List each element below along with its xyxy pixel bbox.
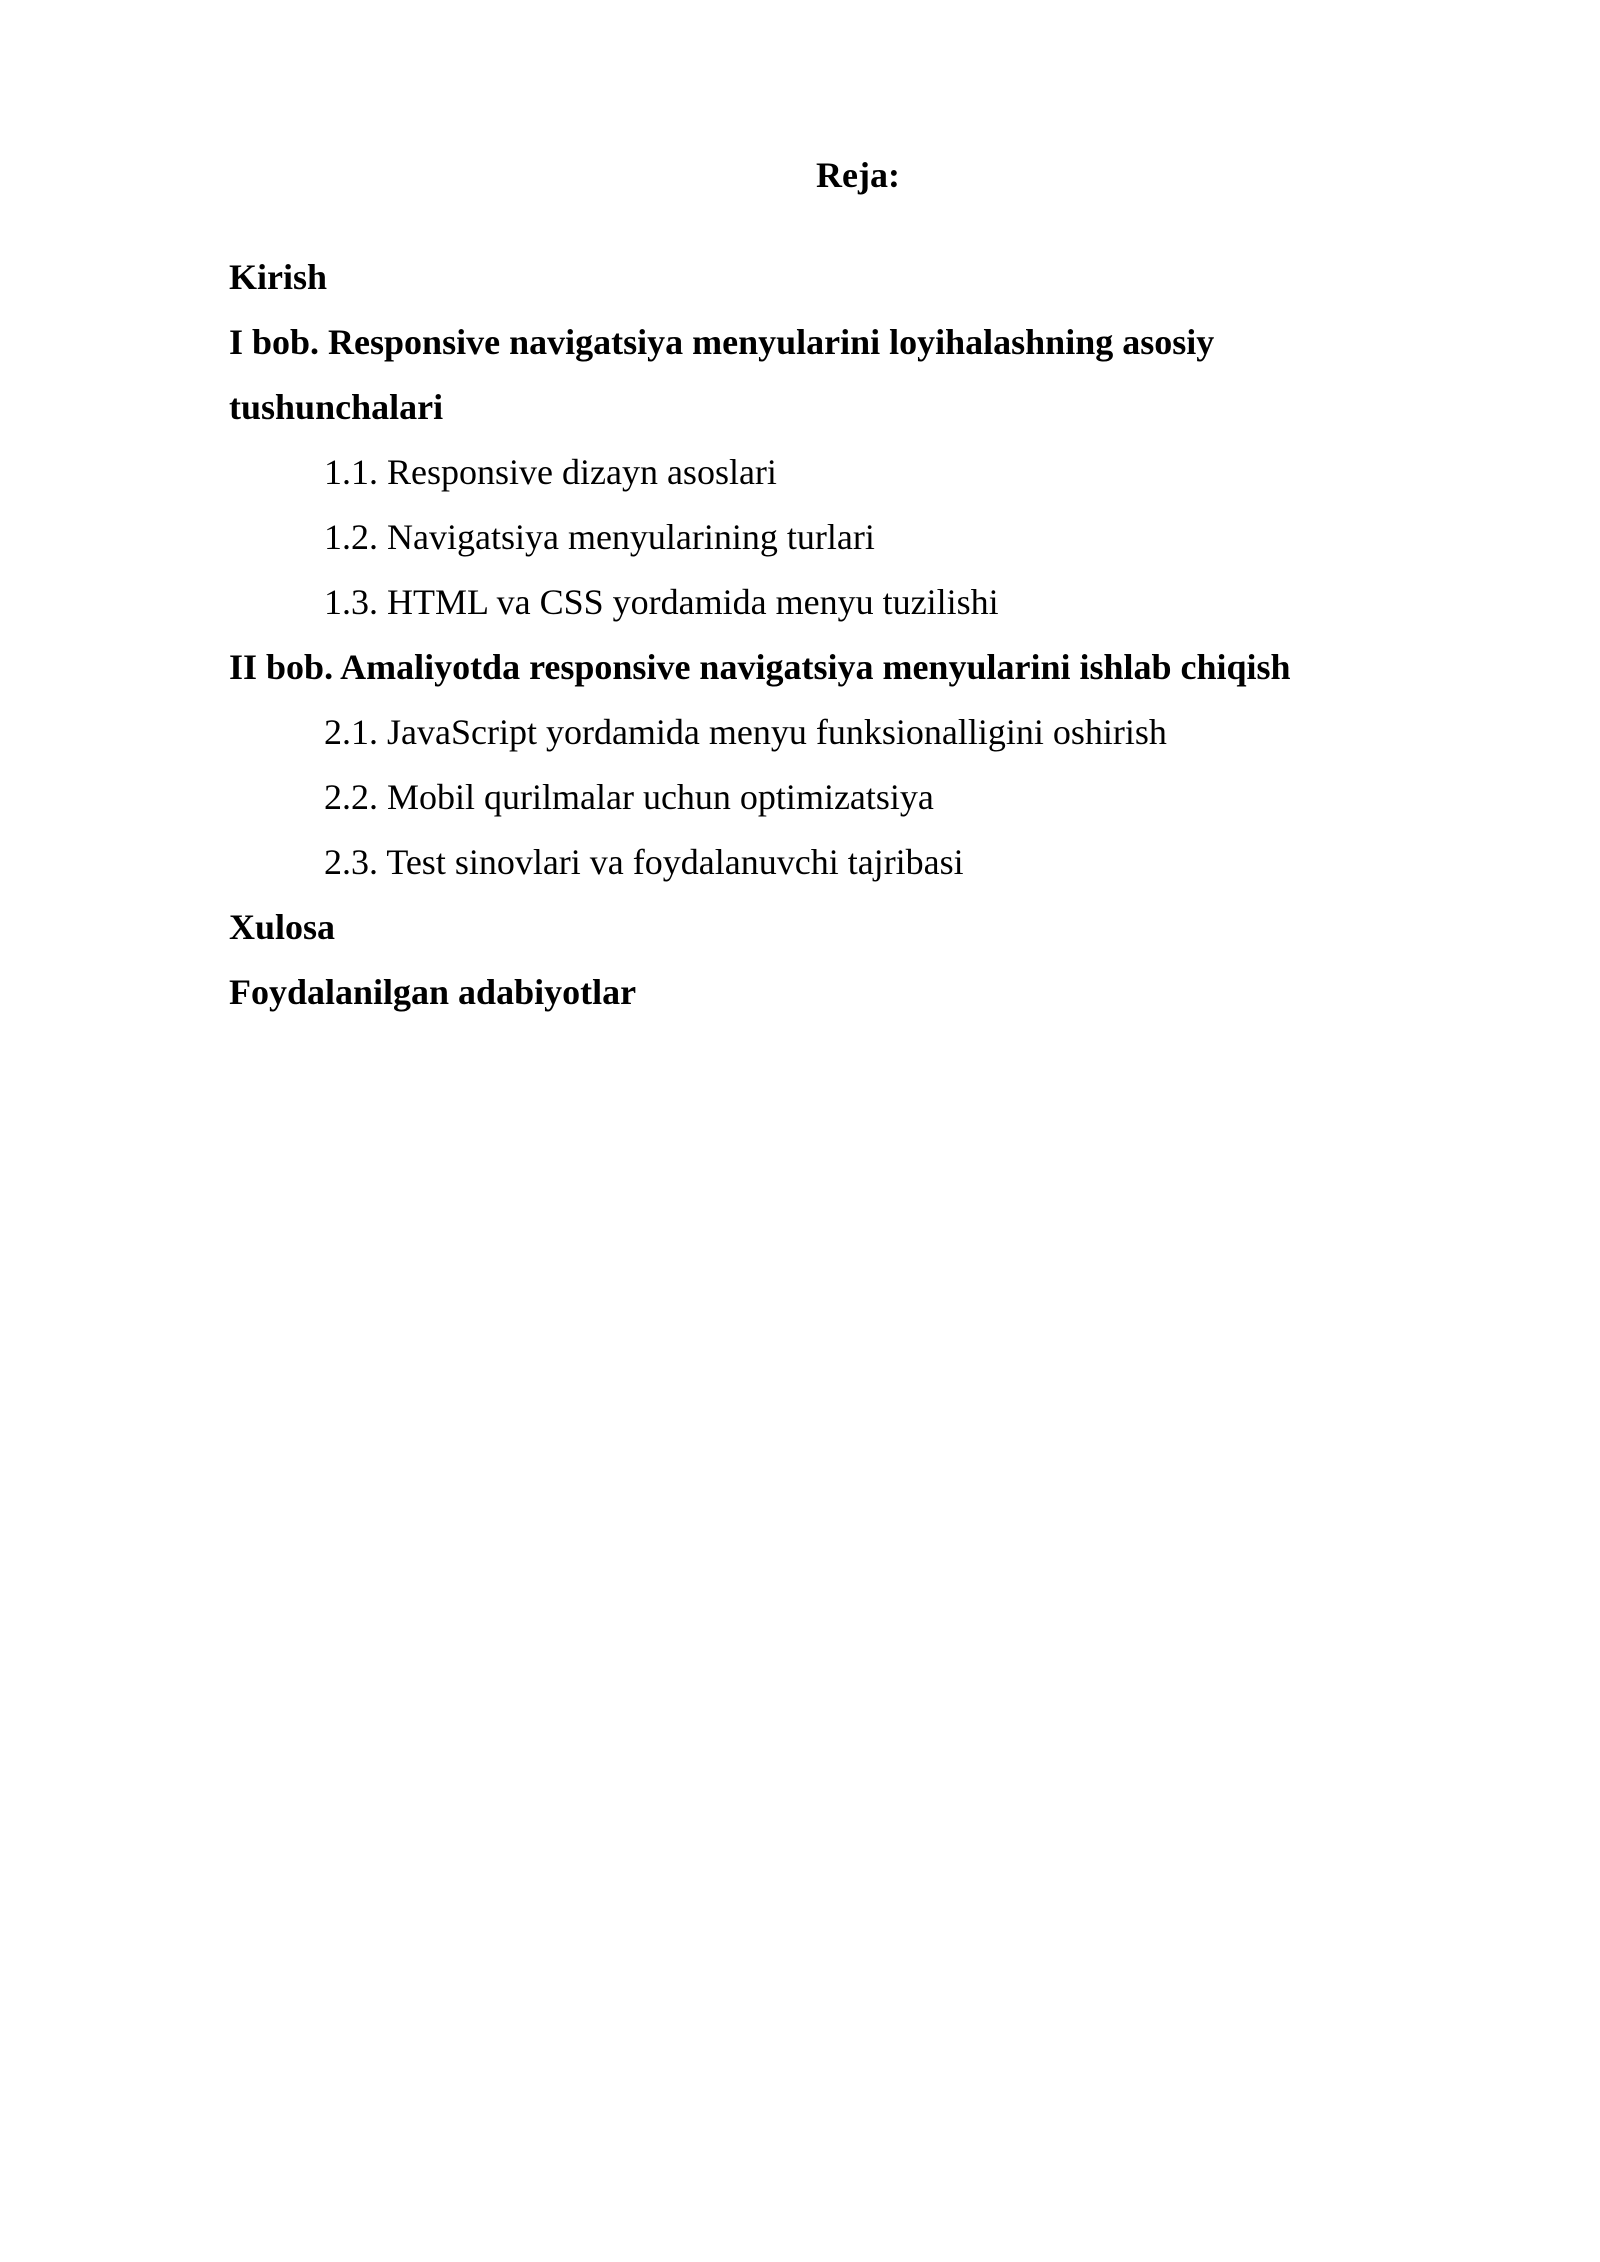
table-of-contents xyxy=(229,245,1379,1025)
toc-item-section-1-1: 1.1. Responsive dizayn asoslari xyxy=(324,452,777,492)
toc-item-section-2-3: 2.3. Test sinovlari va foydalanuvchi tajribasi xyxy=(324,842,964,882)
toc-item-section-2-2: 2.2. Mobil qurilmalar uchun optimizatsiya xyxy=(324,777,934,817)
toc-item-section-1-3: 1.3. HTML va CSS yordamida menyu tuzilishi xyxy=(324,582,999,622)
toc-item-section-2-1: 2.1. JavaScript yordamida menyu funksionalligini oshirish xyxy=(324,712,1167,752)
toc-item-xulosa: Xulosa xyxy=(229,907,336,947)
toc-item-kirish: Kirish xyxy=(229,257,328,297)
toc-item-chapter-2: II bob. Amaliyotda responsive navigatsiya menyularini ishlab chiqish xyxy=(229,647,1291,687)
toc-item-section-1-2: 1.2. Navigatsiya menyularining turlari xyxy=(324,517,875,557)
toc-item-chapter-1: I bob. Responsive navigatsiya menyularini loyihalashning asosiy tushunchalari xyxy=(229,322,1215,427)
page-title: Reja: xyxy=(816,155,900,195)
toc-item-adabiyotlar: Foydalanilgan adabiyotlar xyxy=(229,972,637,1012)
